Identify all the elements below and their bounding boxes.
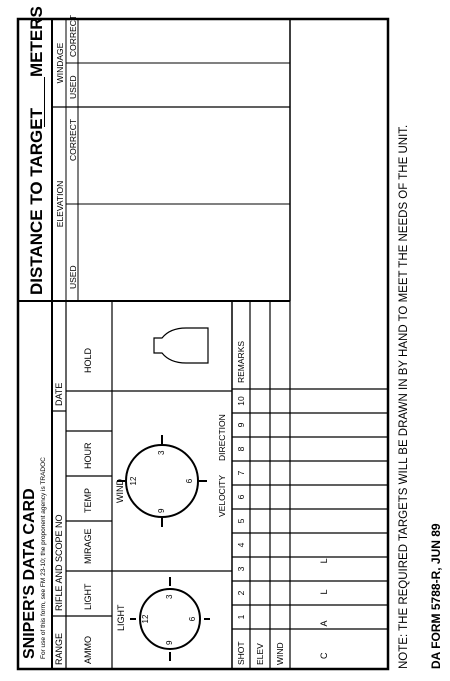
remarks-label: REMARKS: [236, 340, 246, 383]
wind-row-label: WIND: [275, 642, 285, 665]
shot-number: 6: [236, 494, 246, 500]
windage-used-label: USED: [68, 75, 78, 99]
direction-label: DIRECTION: [217, 414, 227, 461]
rifle-scope-label: RIFLE AND SCOPE NO: [54, 514, 64, 611]
wind-clock-6: 6: [185, 478, 194, 484]
light-label: LIGHT: [83, 583, 93, 610]
elevation-label: ELEVATION: [55, 180, 65, 228]
card-title: SNIPER'S DATA CARD: [21, 488, 38, 659]
shot-number: 10: [236, 396, 246, 406]
date-label: DATE: [54, 382, 64, 406]
light-clock-9: 9: [165, 640, 174, 645]
hold-label: HOLD: [83, 347, 93, 373]
footer-note: NOTE: THE REQUIRED TARGETS WILL BE DRAWN IN BY HAND TO MEET THE NEEDS OF THE UNIT.: [398, 124, 410, 669]
shot-number: 1: [236, 614, 246, 620]
wind-clock-12: 12: [129, 476, 138, 486]
temp-label: TEMP: [83, 487, 93, 513]
card-subtitle: For use of this form, see FM 23-10; the proponent agency is TRADOC: [40, 457, 47, 659]
shot-number: 4: [236, 542, 246, 548]
distance-blank[interactable]: [44, 77, 45, 127]
distance-to-target-label: DISTANCE TO TARGET: [27, 108, 46, 295]
light-clock-12: 12: [141, 614, 150, 624]
meters-label: METERS: [27, 6, 46, 77]
shot-number: 5: [236, 518, 246, 524]
shot-number: 8: [236, 446, 246, 452]
ammo-label: AMMO: [83, 636, 93, 664]
shot-number: 2: [236, 590, 246, 596]
shot-label: SHOT: [236, 641, 246, 665]
elevation-correct-label: CORRECT: [68, 118, 78, 161]
shot-number: 3: [236, 566, 246, 572]
wind-clock-3: 3: [157, 450, 166, 455]
hour-label: HOUR: [83, 442, 93, 469]
elevation-used-label: USED: [68, 265, 78, 289]
windage-correct-label: CORRECT: [68, 14, 78, 57]
range-label: RANGE: [54, 632, 64, 665]
shot-number: 9: [236, 422, 246, 428]
mirage-label: MIRAGE: [83, 528, 93, 564]
wind-clock-label: WIND: [115, 479, 125, 503]
light-clock-3: 3: [165, 594, 174, 599]
shot-number: 7: [236, 470, 246, 476]
light-clock-6: 6: [188, 616, 197, 622]
form-number: DA FORM 5788-R, JUN 89: [429, 523, 443, 669]
light-clock-label: LIGHT: [116, 604, 126, 631]
call-label: C A L L: [319, 546, 329, 659]
velocity-label: VELOCITY: [217, 474, 227, 517]
elev-label: ELEV: [255, 643, 265, 665]
windage-label: WINDAGE: [55, 42, 65, 84]
wind-clock-9: 9: [157, 508, 166, 513]
